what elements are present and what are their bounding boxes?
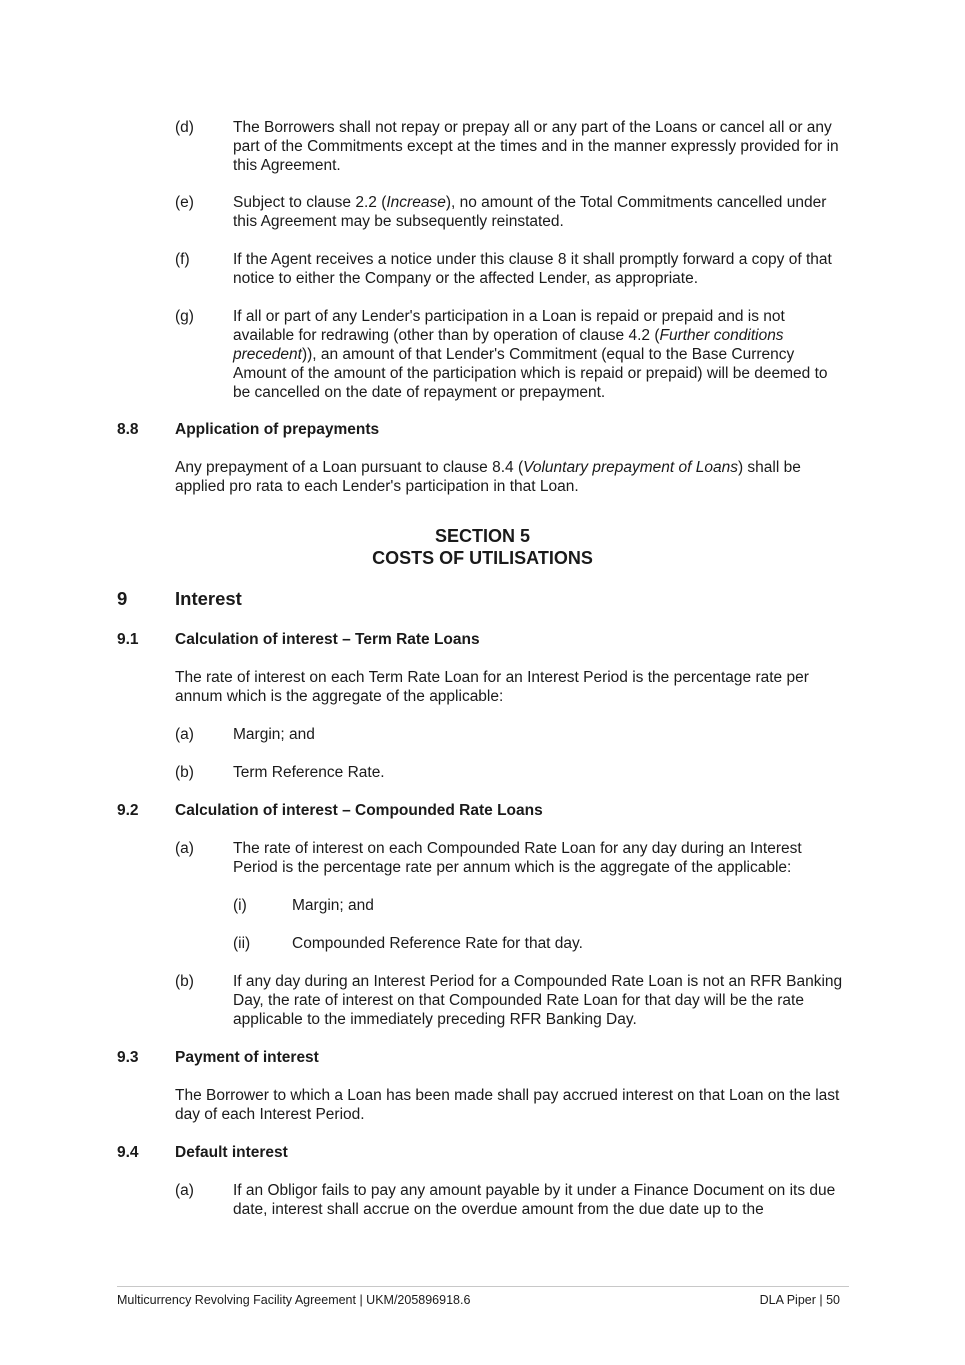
heading-9-3-title: Payment of interest <box>175 1049 319 1066</box>
clause-9-1-b-label: (b) <box>175 764 194 781</box>
footer-page-number: DLA Piper | 50 <box>759 1293 840 1307</box>
clause-g-text: If all or part of any Lender's participation in a Loan is repaid or prepaid and is not available for redrawing (other than by operation of clause 4.2 (Further conditions precedent)), an amount of that Lender's Commitment (equal to the Base Currency Amount of the amount of the participation which is repaid or prepaid) will be deemed to be cancelled on the date of repayment or prepayment. <box>233 308 828 401</box>
heading-9-1-number: 9.1 <box>117 631 139 648</box>
clause-9-4-a-label: (a) <box>175 1182 194 1199</box>
clause-d-text: The Borrowers shall not repay or prepay all or any part of the Loans or cancel all or any part of the Commitments except at the times and in the manner expressly provided for in this Agreement. <box>233 119 839 174</box>
clause-9-2-b-label: (b) <box>175 973 194 990</box>
clause-label-e: (e) <box>175 194 194 211</box>
clause-9-4-a-text: If an Obligor fails to pay any amount payable by it under a Finance Document on its due date, interest shall accrue on the overdue amount from the due date up to the <box>233 1182 836 1218</box>
section-title: COSTS OF UTILISATIONS <box>372 548 593 568</box>
heading-8-8-number: 8.8 <box>117 421 139 438</box>
heading-9-4-title: Default interest <box>175 1144 288 1161</box>
para-8-8-italic: Voluntary prepayment of Loans <box>523 459 738 476</box>
clause-9-2-a-label: (a) <box>175 840 194 857</box>
clause-label-d: (d) <box>175 119 194 136</box>
clause-9-2-a-text: The rate of interest on each Compounded Rate Loan for any day during an Interest Period is the percentage rate per annum which is the aggregate of the applicable: <box>233 840 802 876</box>
clause-9-1-b-text: Term Reference Rate. <box>233 764 385 781</box>
heading-9-4-number: 9.4 <box>117 1144 139 1161</box>
clause-label-f: (f) <box>175 251 190 268</box>
clause-9-2-a-ii-text: Compounded Reference Rate for that day. <box>292 935 583 952</box>
section-number: SECTION 5 <box>434 526 531 546</box>
clause-9-1-a-label: (a) <box>175 726 194 743</box>
clause-label-g: (g) <box>175 308 194 325</box>
heading-9-number: 9 <box>117 588 128 609</box>
heading-8-8-title: Application of prepayments <box>175 421 380 438</box>
para-9-1: The rate of interest on each Term Rate Loan for an Interest Period is the percentage rate per annum which is the aggregate of the applicable: <box>175 669 809 705</box>
clause-g-italic: Further conditions precedent <box>233 327 784 363</box>
clause-9-2-a-i-text: Margin; and <box>292 897 374 914</box>
clause-9-1-a-text: Margin; and <box>233 726 315 743</box>
clause-e-text: Subject to clause 2.2 (Increase), no amount of the Total Commitments cancelled under this Agreement may be subsequently reinstated. <box>233 194 827 230</box>
para-8-8: Any prepayment of a Loan pursuant to clause 8.4 (Voluntary prepayment of Loans) shall be applied pro rata to each Lender's participation in that Loan. <box>175 459 801 495</box>
heading-9-2-title: Calculation of interest – Compounded Rate Loans <box>175 802 543 819</box>
clause-9-2-a-ii-label: (ii) <box>233 935 251 952</box>
footer-document-reference: Multicurrency Revolving Facility Agreement | UKM/205896918.6 <box>117 1293 471 1307</box>
para-9-3: The Borrower to which a Loan has been made shall pay accrued interest on that Loan on the last day of each Interest Period. <box>175 1087 840 1123</box>
clause-9-2-a-i-label: (i) <box>233 897 247 914</box>
heading-9-2-number: 9.2 <box>117 802 139 819</box>
heading-9-title: Interest <box>175 588 242 609</box>
clause-9-2-b-text: If any day during an Interest Period for a Compounded Rate Loan is not an RFR Banking Day, the rate of interest on that Compounded Rate Loan for that day will be the rate applicable to the immediately preceding RFR Banking Day. <box>233 973 843 1028</box>
clause-f-text: If the Agent receives a notice under this clause 8 it shall promptly forward a copy of that notice to either the Company or the affected Lender, as appropriate. <box>233 251 832 287</box>
heading-9-1-title: Calculation of interest – Term Rate Loans <box>175 631 480 648</box>
heading-9-3-number: 9.3 <box>117 1049 139 1066</box>
clause-e-italic: Increase <box>386 194 446 211</box>
footer-divider <box>117 1286 849 1287</box>
